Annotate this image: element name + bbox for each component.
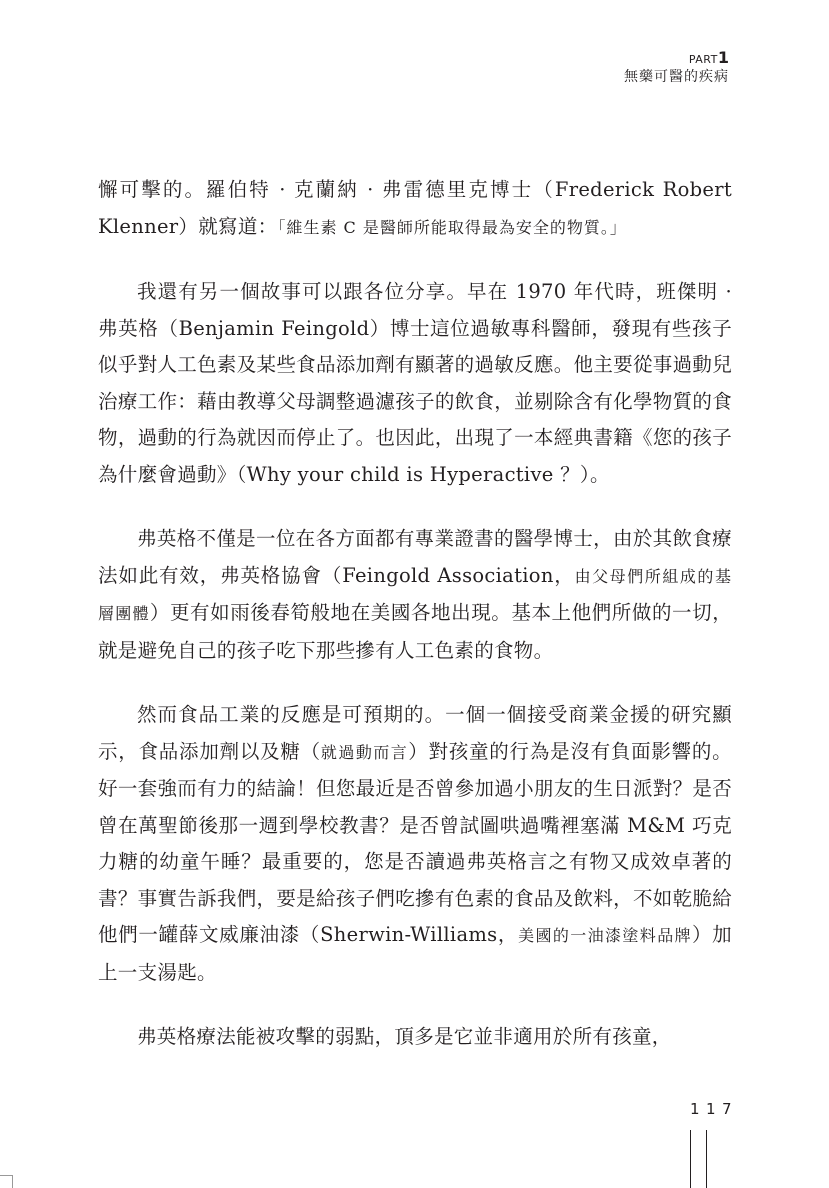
paragraph-text: ）加上一支湯匙。 [98,923,732,984]
crop-mark [0,1175,13,1188]
paragraph-text: ）對孩童的行為是沒有負面影響的。好一套強而有力的結論！但您最近是否曾參加過小朋友的生日派對？是否曾在萬聖節後那一週到學校教書？是否曾試圖哄過嘴裡塞滿 M&M 巧克力糖的幼童午睡？最重要的，您是否讀過弗英格言之有物又成效卓著的書？事實告訴我們，要是給孩子們吃摻有色素的食品及飲料，不如乾脆給他們一罐薛文威廉油漆（Sherwin-Williams， [98,739,732,946]
paragraph [98,521,732,669]
chapter-title: 無藥可醫的疾病 [624,69,729,85]
body-text [98,172,732,1084]
page-digit-1: 1 [690,1100,700,1118]
paragraph-text: 弗英格不僅是一位在各方面都有專業證書的醫學博士，由於其飲食療法如此有效，弗英格協會（Feingold Association， [98,527,732,587]
running-header [624,50,729,87]
annotation-text: 由父母們所組成的基層團體 [98,566,732,623]
paragraph [98,172,732,246]
annotation-text: 就過動而言 [320,742,409,762]
paragraph-text: 弗英格療法能被攻擊的弱點，頂多是它並非適用於所有孩童， [137,1025,672,1048]
page-digit-3: 7 [722,1100,732,1118]
footer-rule-1 [690,1130,691,1188]
paragraph [98,274,732,493]
part-word: PART [688,53,718,66]
annotation-text: 「維生素 C 是醫師所能取得最為安全的物質。」 [277,217,627,237]
paragraph [98,697,732,991]
paragraph [98,1019,732,1056]
footer-rule-2 [706,1130,707,1188]
paragraph-text: 然而食品工業的反應是可預期的。一個一個接受商業金援的研究顯示，食品添加劑以及糖（ [98,703,732,763]
annotation-text: 美國的一油漆塗料品牌 [518,926,692,945]
paragraph-text: 懈可擊的。羅伯特 · 克蘭納 · 弗雷德里克博士（Frederick Robert Klenner）就寫道： [98,178,732,238]
page-digit-2: 1 [706,1100,716,1118]
part-label [624,50,729,67]
part-number: 1 [717,48,729,67]
paragraph-text: 我還有另一個故事可以跟各位分享。早在 1970 年代時，班傑明 · 弗英格（Benjamin Feingold）博士這位過敏專科醫師，發現有些孩子似乎對人工色素及某些食品添加劑有顯著的過敏反應。他主要從事過動兒治療工作：藉由教導父母調整過濾孩子的飲食，並剔除含有化學物質的食物，過動的行為就因而停止了。也因此，出現了一本經典書籍《您的孩子為什麼會過動》（Why your child is Hyperactive ？）。 [98,280,732,486]
paragraph-text: ）更有如雨後春筍般地在美國各地出現。基本上他們所做的一切，就是避免自己的孩子吃下那些摻有人工色素的食物。 [98,601,732,662]
